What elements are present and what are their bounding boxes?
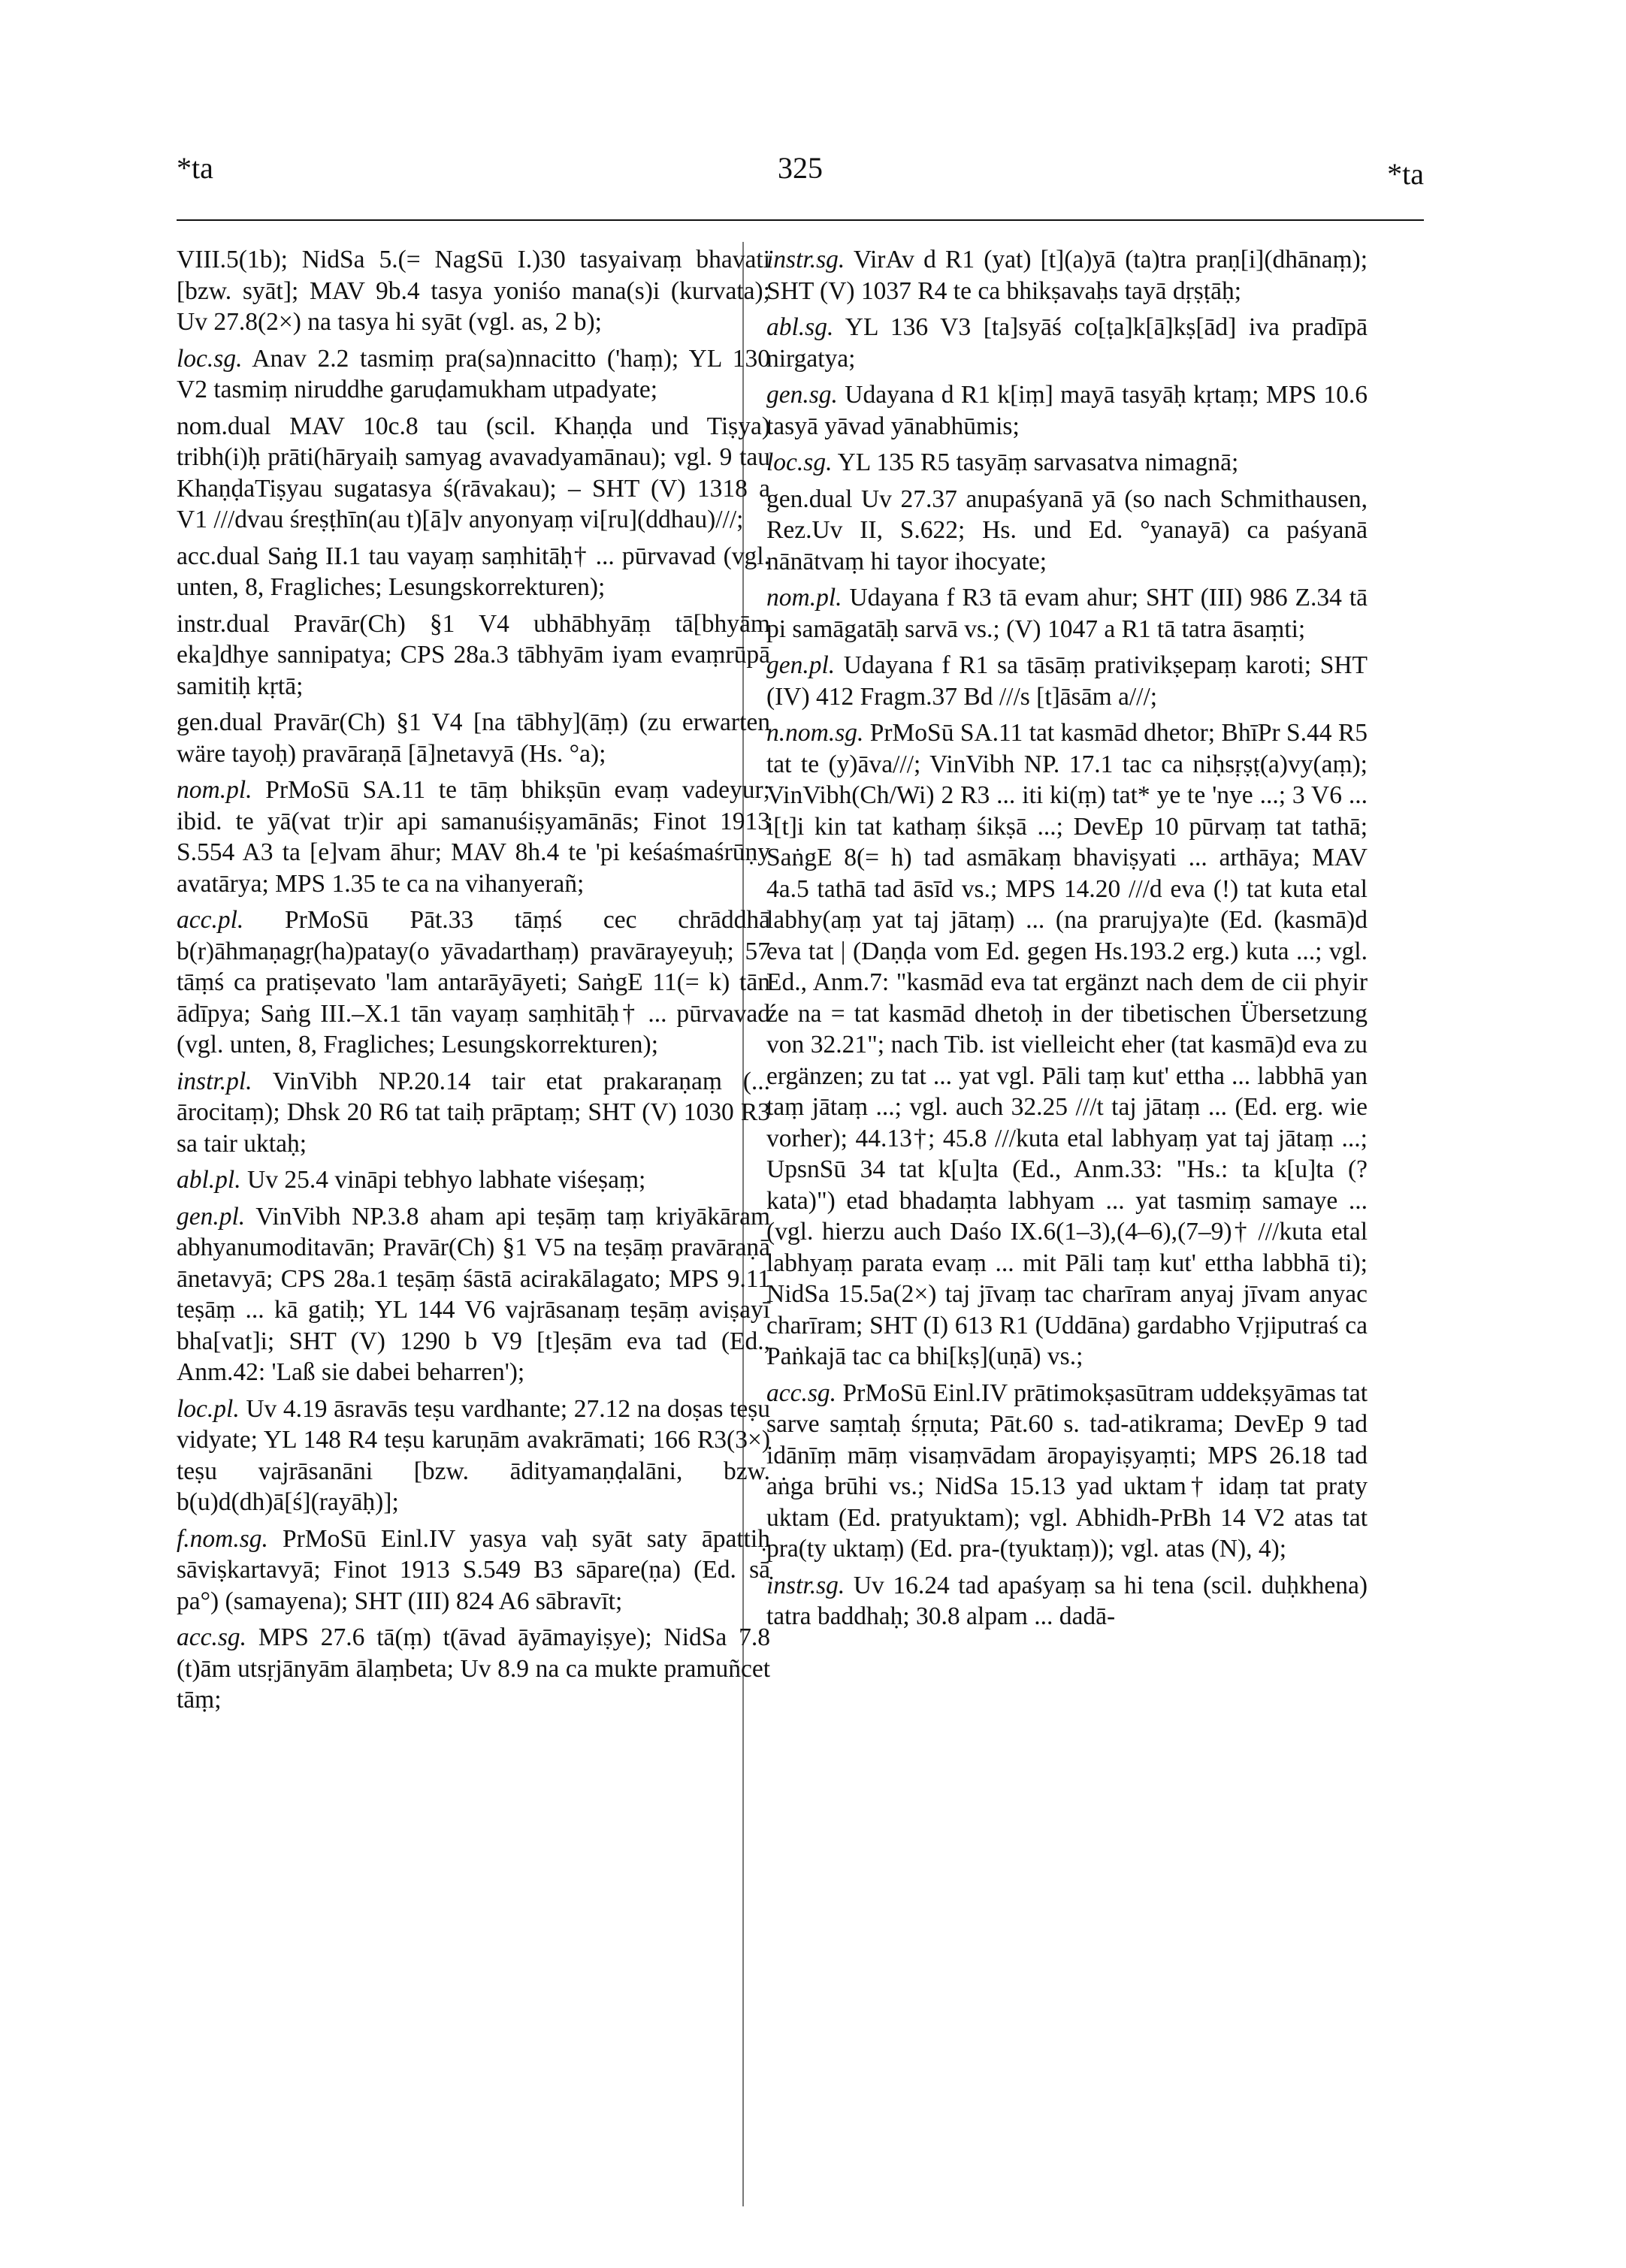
left-column: [177, 244, 770, 1721]
entry-text: nom.pl. PrMoSū SA.11 te tāṃ bhikṣūn evaṃ vadeyur; ibid. te yā(vat tr)ir api samanuśiṣyamānās; Finot 1913 S.554 A3 ta [e]vam āhur; MAV 8h.4 te 'pi keśaśmaśrūṇy avatārya; MPS 1.35 te ca na vihanyerañ;: [177, 776, 770, 898]
grammar-label: loc.pl.: [177, 1394, 240, 1423]
entry-text: nom.pl. Udayana f R3 tā evam ahur; SHT (III) 986 Z.34 tā pi samāgatāḥ sarvā vs.; (V) 1047 a R1 tā tatra āsaṃti;: [766, 584, 1368, 643]
entry-text: abl.sg. YL 136 V3 [ta]syāś co[ṭa]k[ā]kṣ[ād] iva pradīpā nirgatya;: [766, 313, 1368, 373]
entry-text: instr.sg. Uv 16.24 tad apaśyaṃ sa hi tena (scil. duḥkhena) tatra baddhaḥ; 30.8 alpam ... dadā-: [766, 1571, 1368, 1630]
grammar-label: abl.pl.: [177, 1166, 241, 1194]
grammar-label: gen.pl.: [766, 651, 836, 679]
entry-text: n.nom.sg. PrMoSū SA.11 tat kasmād dhetor; BhīPr S.44 R5 tat te (y)āva///; VinVibh NP. 17.1 tac ca niḥsṛṣṭ(a)vy(aṃ); VinVibh(Ch/Wi) 2 R3 ... iti ki(ṃ) tat* ye te 'nye ...; 3 V6 ... i[t]i kin tat kathaṃ śikṣā ...; DevEp 10 pūrvaṃ tat tathā; SaṅgE 8(= h) tad asmākaṃ bhaviṣyati ... arthāya; MAV 4a.5 tathā tad āsīd vs.; MPS 14.20 ///d eva (!) tat kuta etal labhy(aṃ yat taj jātaṃ) ... (na prarujya)te (Ed. (kasmā)d eva tat | (Daṇḍa vom Ed. gegen Hs.193.2 erg.) kuta ...; vgl. Ed., Anm.7: "kasmād eva tat ergänzt nach dem de cii phyir źe na = tat kasmād dhetoḥ in der tibetischen Übersetzung von 32.21"; nach Tib. ist vielleicht eher (tat kasmā)d eva zu ergänzen; zu tat ... yat vgl. Pāli taṃ kut' ettha ... labbhā yan taṃ jātaṃ ...; vgl. auch 32.25 ///t taj jātaṃ ... (Ed. erg. wie vorher); 44.13†; 45.8 ///kuta etal labhyaṃ yat taj jātaṃ ...; UpsnSū 34 tat k[u]ta (Ed., Anm.33: "Hs.: ta k[u]ta (? kata)") etad bhadaṃta labhyam ... yat tasmiṃ samaye ... (vgl. hierzu auch Daśo IX.6(1–3),(4–6),(7–9)† ///kuta etal labhyaṃ parata evaṃ ... mit Pāli taṃ kut' ettha labbhā ti); NidSa 15.5a(2×) taj jīvaṃ tac charīram anyaj jīvam anyac charīram; SHT (I) 613 R1 (Uddāna) gardabho Vṛjiputraś ca Paṅkajā tac ca bhi[kṣ](uṇā) vs.;: [766, 719, 1368, 1370]
entry-text: gen.dual Pravār(Ch) §1 V4 [na tābhy](āṃ) (zu erwarten wäre tayoḥ) pravāraṇā [ā]netavyā (Hs. °a);: [177, 708, 770, 768]
grammar-label: acc.sg.: [766, 1379, 837, 1407]
entry-text: loc.pl. Uv 4.19 āsravās teṣu vardhante; 27.12 na doṣas teṣu vidyate; YL 148 R4 teṣu karuṇām avakrāmati; 166 R3(3×) teṣu vajrāsanāni [bzw. ādityamaṇḍalāni, bzw. b(u)d(dh)ā[ś](rayāḥ)];: [177, 1394, 770, 1516]
header-right-headword: *ta: [1387, 157, 1424, 191]
entry-text: instr.sg. VirAv d R1 (yat) [t](a)yā (ta)tra praṇ[i](dhānaṃ); SHT (V) 1037 R4 te ca bhikṣavaḥs tayā dṛṣṭāḥ;: [766, 246, 1368, 305]
entry-text: instr.dual Pravār(Ch) §1 V4 ubhābhyāṃ tā[bhyām eka]dhye sannipatya; CPS 28a.3 tābhyām iyam evaṃrūpā samitiḥ kṛtā;: [177, 609, 770, 700]
grammar-label: gen.sg.: [766, 381, 838, 409]
entry-text: instr.pl. VinVibh NP.20.14 tair etat prakaraṇaṃ (... ārocitaṃ); Dhsk 20 R6 tat taiḥ prāptaṃ; SHT (V) 1030 R3 sa tair uktaḥ;: [177, 1067, 770, 1158]
grammar-label: loc.sg.: [177, 344, 243, 373]
entry-text: loc.sg. YL 135 R5 tasyāṃ sarvasatva nimagnā;: [766, 448, 1239, 476]
header-rule: [177, 219, 1424, 221]
grammar-label: gen.pl.: [177, 1202, 246, 1231]
right-column: [766, 244, 1368, 1638]
grammar-label: f.nom.sg.: [177, 1524, 268, 1553]
page-number: 325: [778, 151, 823, 185]
entry-text: loc.sg. Anav 2.2 tasmiṃ pra(sa)nnacitto ('haṃ); YL 130 V2 tasmiṃ niruddhe garuḍamukham utpadyate;: [177, 344, 770, 403]
entry-text: acc.dual Saṅg II.1 tau vayaṃ saṃhitāḥ† ... pūrvavad (vgl. unten, 8, Fragliches; Lesungskorrekturen);: [177, 542, 770, 601]
entry-text: gen.dual Uv 27.37 anupaśyanā yā (so nach Schmithausen, Rez.Uv II, S.622; Hs. und Ed. °yanayā) ca paśyanā nānātvaṃ hi tayor ihocyate;: [766, 485, 1368, 575]
entry-text: nom.dual MAV 10c.8 tau (scil. Khaṇḍa und Tiṣya) tribh(i)ḥ prāti(hāryaiḥ samyag avavadyamānau); vgl. 9 tau KhaṇḍaTiṣyau sugatasya ś(rāvakau); – SHT (V) 1318 a V1 ///dvau śreṣṭhīn(au t)[ā]v anyonyaṃ vi[ru](ddhau)///;: [177, 412, 770, 533]
grammar-label: acc.pl.: [177, 906, 244, 934]
grammar-label: acc.sg.: [177, 1623, 247, 1651]
grammar-label: instr.sg.: [766, 1571, 845, 1599]
entry-text: acc.sg. MPS 27.6 tā(ṃ) t(āvad āyāmayiṣye); NidSa 7.8 (t)ām utsṛjānyām ālaṃbeta; Uv 8.9 na ca mukte pramuñcet tāṃ;: [177, 1623, 770, 1714]
entry-text: abl.pl. Uv 25.4 vināpi tebhyo labhate viśeṣaṃ;: [177, 1166, 646, 1194]
entry-text: f.nom.sg. PrMoSū Einl.IV yasya vaḥ syāt saty āpattiḥ sāviṣkartavyā; Finot 1913 S.549 B3 sāpare(ṇa) (Ed. sā pa°) (samayena); SHT (III) 824 A6 sābravīt;: [177, 1524, 770, 1615]
header-left-headword: *ta: [177, 151, 213, 185]
grammar-label: nom.pl.: [177, 776, 252, 804]
grammar-label: abl.sg.: [766, 313, 834, 341]
page-header: [177, 150, 1424, 210]
entry-text: gen.pl. Udayana f R1 sa tāsāṃ prativikṣepaṃ karoti; SHT (IV) 412 Fragm.37 Bd ///s [t]āsām a///;: [766, 651, 1368, 711]
entry-text: VIII.5(1b); NidSa 5.(= NagSū I.)30 tasyaivaṃ bhavati [bzw. syāt]; MAV 9b.4 tasya yoniśo mana(s)i (kurvata); Uv 27.8(2×) na tasya hi syāt (vgl. as, 2 b);: [177, 246, 770, 336]
grammar-label: instr.sg.: [766, 246, 845, 273]
grammar-label: instr.pl.: [177, 1067, 252, 1095]
grammar-label: loc.sg.: [766, 448, 833, 476]
grammar-label: n.nom.sg.: [766, 719, 864, 747]
entry-text: gen.pl. VinVibh NP.3.8 aham api teṣāṃ taṃ kriyākāram abhyanumoditavān; Pravār(Ch) §1 V5 na teṣāṃ pravāraṇā ānetavyā; CPS 28a.1 teṣāṃ śāstā acirakālagato; MPS 9.11 teṣāṃ ... kā gatiḥ; YL 144 V6 vajrāsanaṃ teṣāṃ aviṣayī bha[vat]i; SHT (V) 1290 b V9 [t]eṣām eva tad (Ed., Anm.42: 'Laß sie dabei beharren');: [177, 1202, 770, 1386]
entry-text: acc.pl. PrMoSū Pāt.33 tāṃś cec chrāddhā b(r)āhmaṇagṛ(ha)patay(o yāvadarthaṃ) pravārayeyuḥ; 57 tāṃś ca pratiṣevato 'lam antarāyāyeti; SaṅgE 11(= k) tān ādīpya; Saṅg III.–X.1 tān vayaṃ saṃhitāḥ† ... pūrvavad (vgl. unten, 8, Fragliches; Lesungskorrekturen);: [177, 906, 770, 1059]
entry-text: gen.sg. Udayana d R1 k[iṃ] mayā tasyāḥ kṛtaṃ; MPS 10.6 tasyā yāvad yānabhūmis;: [766, 381, 1368, 440]
grammar-label: nom.pl.: [766, 584, 842, 612]
entry-text: acc.sg. PrMoSū Einl.IV prātimokṣasūtram uddekṣyāmas tat sarve saṃtaḥ śṛṇuta; Pāt.60 s. tad-atikrama; DevEp 9 tad idānīṃ māṃ visaṃvādam āropayiṣyaṃti; MPS 26.18 tad aṅga brūhi vs.; NidSa 15.13 yad uktam† idaṃ tat praty uktam (Ed. pratyuktam); vgl. Abhidh-PrBh 14 V2 atas tat pra(ty uktaṃ) (Ed. pra-(tyuktaṃ)); vgl. atas (N), 4);: [766, 1379, 1368, 1563]
